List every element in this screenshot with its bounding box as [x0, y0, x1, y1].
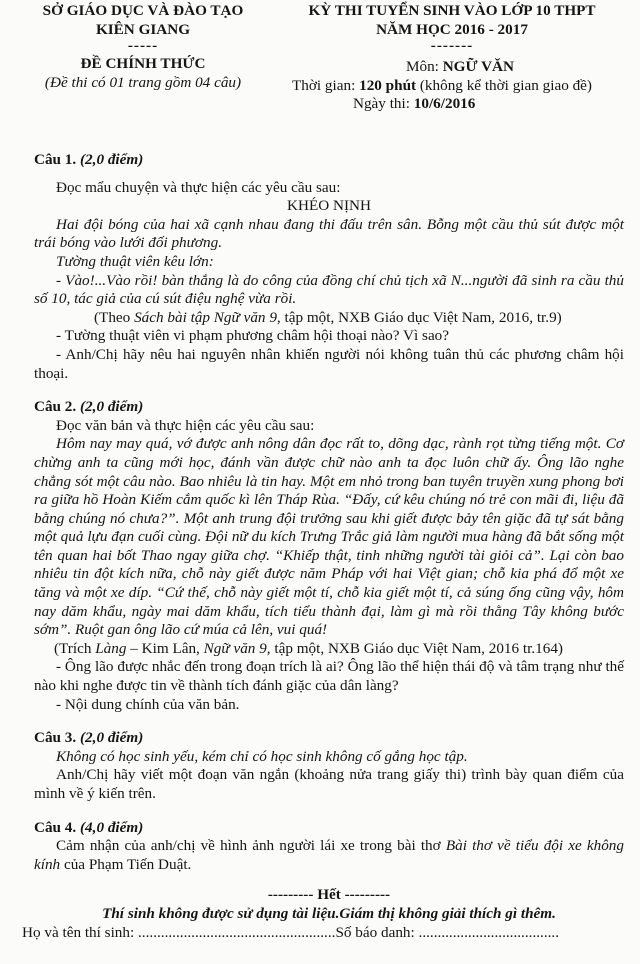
header-left [18, 2, 268, 92]
header-right-separator: ------- [430, 37, 474, 55]
time-value: 120 phút [359, 76, 417, 94]
question-4-task: Cảm nhận của anh/chị về hình ảnh người lái xe trong bài thơ Bài thơ về tiểu đội xe không kính của Phạm Tiến Duật. [34, 837, 624, 873]
question-3-task: Anh/Chị hãy viết một đoạn văn ngắn (khoảng nửa trang giấy thi) trình bày quan điểm của mình về ý kiến trên. [34, 766, 624, 802]
exam-info [290, 58, 630, 114]
end-marker: --------- Hết --------- [267, 886, 391, 904]
question-2-passage: Hôm nay may quá, vớ được anh nông dân đọc rất to, dõng dạc, rành rọt từng tiếng một. Cơ chừng anh ta cũng mới học, đánh vần được chữ nào anh ta đọc luôn chữ ấy. Ông lão nghe chẳng sót một câu nào. Bao nhiêu là tin hay. Một em nhỏ trong ban tuyên truyền xung phong bơi ra giữa hồ Hoàn Kiếm cắm quốc kì lên Tháp Rùa. “Đấy, cứ kêu chúng nó trẻ con mãi đi, liệu đã bằng chúng nó chưa?”. Một anh trung đội trưởng sau khi giết được bảy tên giặc đã tự sát bằng một quả lựu đạn cuối cùng. Đội nữ du kích Trưng Trắc giả làm người mua hàng đã bắt sống một tên quan hai bốt Thao ngay giữa chợ. “Khiếp thật, tinh những người tài giỏi cả”. Lại còn bao nhiêu tin đột kích nữa, chỗ này giết được năm Pháp với hai Việt gian; chỗ kia phá đổ một xe tăng và một xe díp. “Cứ thế, chỗ này giết một tí, chỗ kia giết một tí, cả súng ống cũng vậy, hôm nay dăm khẩu, ngày mai dăm khẩu, tích tiểu thành đại, làm gì mà rồi thằng Tây không bước sớm”. Ruột gan ông lão cứ múa cả lên, vui quá! [34, 435, 624, 639]
date-line: Ngày thi: 10/6/2016 [353, 95, 476, 113]
subject-name: NGỮ VĂN [442, 58, 514, 75]
department-name: SỞ GIÁO DỤC VÀ ĐÀO TẠO [42, 2, 244, 19]
question-1-source: (Theo Sách bài tập Ngữ văn 9, tập một, NXB Giáo dục Việt Nam, 2016, tr.9) [94, 308, 562, 326]
story-paragraph-1: Hai đội bóng của hai xã cạnh nhau đang thi đấu trên sân. Bỗng một cầu thủ sút được một trái bóng vào lưới đối phương. [34, 215, 624, 252]
header-right [282, 2, 622, 53]
candidate-info-line: Họ và tên thí sinh: ....................................................Số báo danh: ..................................... [22, 923, 560, 941]
question-2-instruction: Đọc văn bản và thực hiện các yêu cầu sau: [56, 416, 315, 434]
time-line: Thời gian: 120 phút (không kể thời gian giao đề) [292, 76, 592, 94]
exam-name: KỲ THI TUYỂN SINH VÀO LỚP 10 THPT [308, 2, 596, 19]
question-2-task-1: - Ông lão được nhắc đến trong đoạn trích là ai? Ông lão thể hiện thái độ và tâm trạng như thế nào khi nghe được tin về thành tích đánh giặc của dân làng? [34, 658, 624, 695]
question-2-task-2: - Nội dung chính của văn bản. [56, 695, 240, 713]
question-4-title: Câu 4. (4,0 điểm) [34, 818, 144, 836]
question-1-instruction: Đọc mẩu chuyện và thực hiện các yêu cầu sau: [56, 178, 341, 196]
school-year: NĂM HỌC 2016 - 2017 [376, 20, 528, 38]
exam-body [22, 145, 624, 942]
footer-note: Thí sinh không được sử dụng tài liệu.Giám thị không giải thích gì thêm. [102, 904, 556, 922]
header-left-separator: ----- [127, 37, 159, 55]
story-paragraph-3: - Vào!...Vào rồi! bàn thắng là do công của đồng chí chủ tịch xã N...người đã sinh ra cầu thủ số 10, tác giả của cú sút điệu nghệ vừa rồi. [34, 271, 624, 308]
exam-page-note: (Đề thi có 01 trang gồm 04 câu) [44, 73, 242, 91]
question-1-title: Câu 1. (2,0 điểm) [34, 151, 144, 168]
story-title: KHÉO NỊNH [287, 197, 371, 215]
question-2-title: Câu 2. (2,0 điểm) [34, 398, 144, 416]
question-1-task-2: - Anh/Chị hãy nêu hai nguyên nhân khiến người nói không tuân thủ các phương châm hội thoại. [34, 345, 624, 382]
question-3-title: Câu 3. (2,0 điểm) [34, 729, 144, 747]
province-name: KIÊN GIANG [95, 20, 191, 38]
question-2-source: (Trích Làng – Kim Lân, Ngữ văn 9, tập một, NXB Giáo dục Việt Nam, 2016 tr.164) [54, 639, 563, 657]
exam-date: 10/6/2016 [413, 95, 476, 113]
official-exam-label: ĐỀ CHÍNH THỨC [80, 55, 206, 73]
question-1-task-1: - Tường thuật viên vi phạm phương châm hội thoại nào? Vì sao? [56, 327, 450, 345]
story-paragraph-2: Tường thuật viên kêu lớn: [56, 252, 214, 270]
question-3-quote: Không có học sinh yếu, kém chỉ có học sinh không cố gắng học tập. [56, 747, 468, 765]
subject-line: Môn: NGỮ VĂN [405, 58, 514, 75]
